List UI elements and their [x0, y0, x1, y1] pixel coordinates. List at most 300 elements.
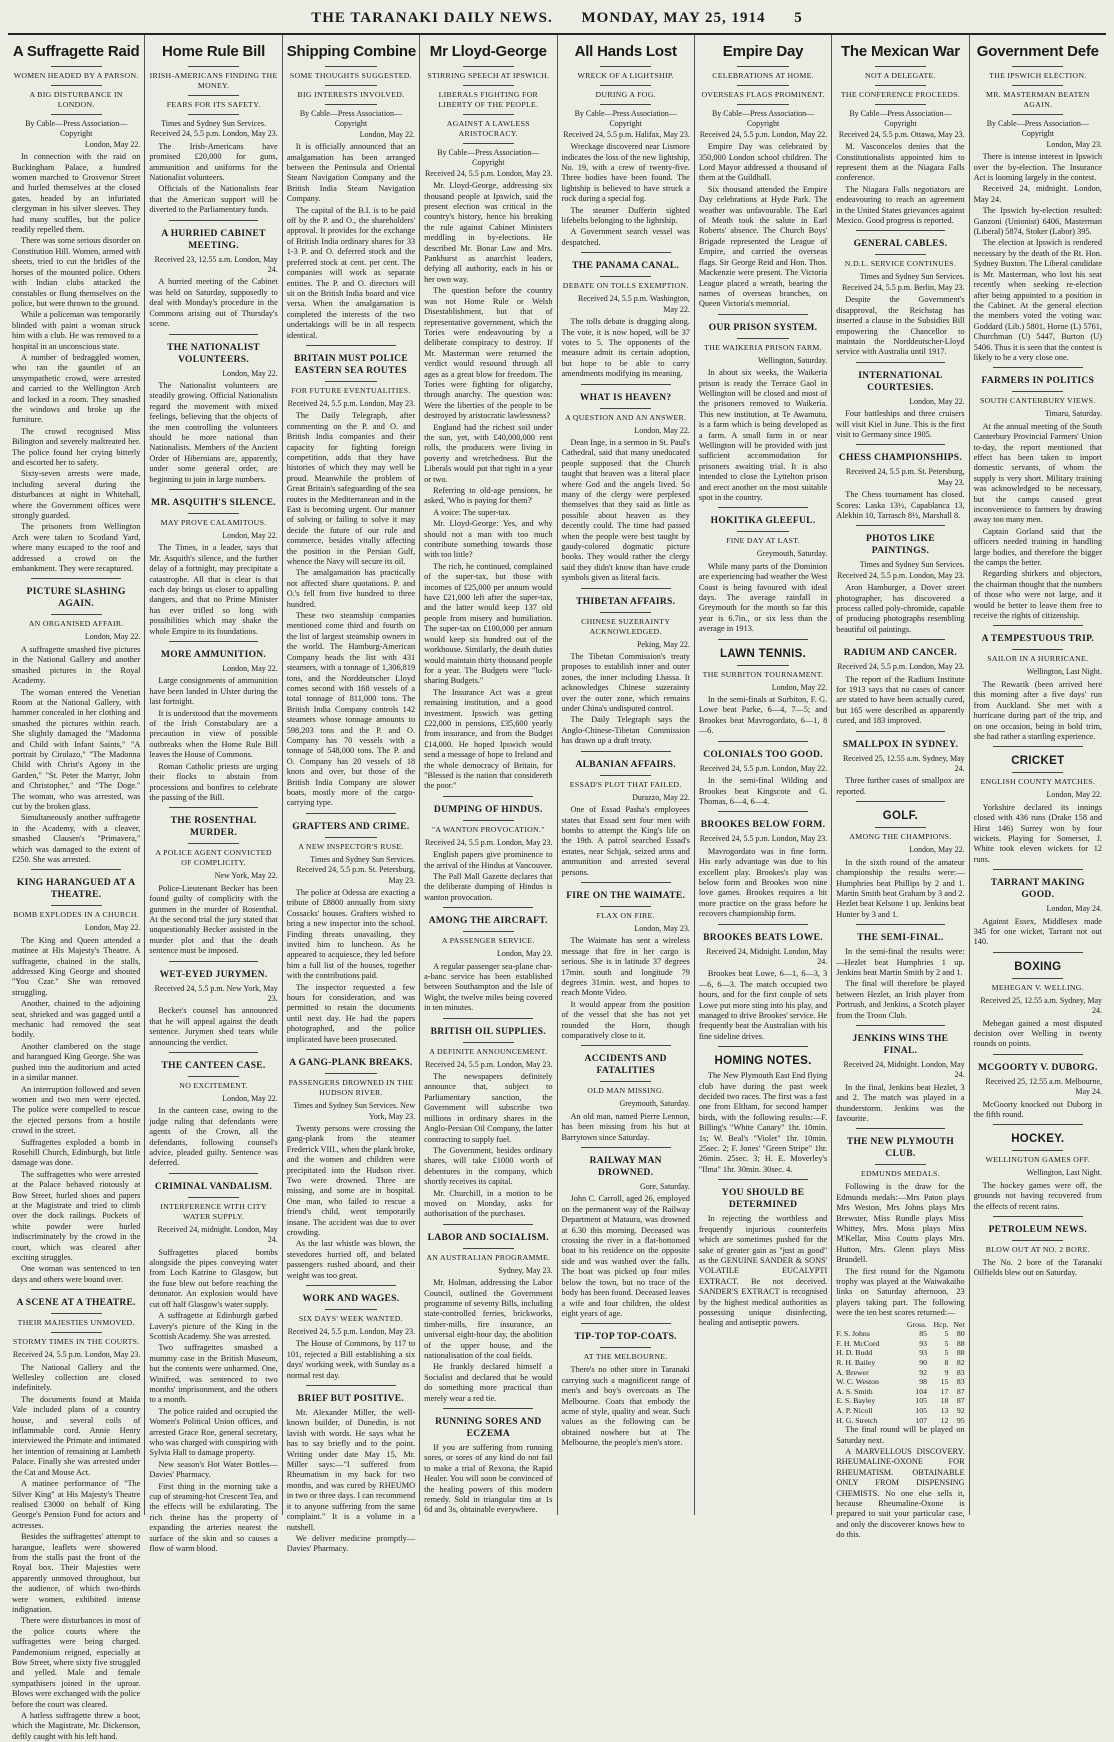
sub-headline: THE WAIKERIA PRISON FARM. [704, 342, 822, 352]
divider [188, 513, 239, 514]
table-cell: 93 [919, 1338, 927, 1348]
section-headline: ALBANIAN AFFAIRS. [575, 759, 676, 770]
dateline: London, May 24. [1046, 904, 1102, 914]
table-cell: 107 [915, 1415, 927, 1425]
paragraph: Another, chained to the adjoining seat, shrieked and was gagged until a mechanic had removed the seat bodily. [12, 999, 141, 1040]
column-headline: The Mexican War [840, 43, 960, 60]
sub-headline: "A WANTON PROVOCATION." [431, 824, 545, 834]
paragraph: Roman Catholic priests are urging their flocks to abstain from processions and bonfires to celebrate the passing of the Bill. [149, 761, 278, 802]
sub-headline: INTERFERENCE WITH CITY WATER SUPPLY. [160, 1201, 267, 1221]
paragraph: A regular passenger sea-plane char-a-banc service has been established between Southampton and the Isle of Wight, the twelve miles being covered in ten minutes. [424, 961, 553, 1013]
dateline: Received 25, 12.55 a.m. Sydney, May 24. [842, 753, 965, 774]
sub-headline: BOMB EXPLODES IN A CHURCH. [13, 910, 140, 920]
section-headline: RAILWAY MAN DROWNED. [589, 1156, 662, 1179]
divider [169, 961, 259, 962]
masthead [8, 6, 1106, 35]
section-headline: YOU SHOULD BE DETERMINED [721, 1188, 805, 1211]
table-row [836, 1368, 964, 1378]
divider [600, 612, 651, 613]
table-cell: F. S. Johns [836, 1329, 870, 1339]
paragraph: Mavrogordato was in fine form. His early advantage was due to his excellent play. Brookes's play was below form and Brookes won nine love games. Brookes requires a bit more practice on the grass before he recovers championship form. [698, 846, 828, 919]
divider [993, 1054, 1083, 1055]
sub-headline: A NEW INSPECTOR'S RUSE. [298, 841, 404, 851]
masthead-date: MONDAY, MAY 25, 1914 [581, 10, 766, 26]
paragraph: In the semi-final the results were:—Hezlet beat Humphries 1 up. Jenkins beat Martin Smith by 2 and 1. [836, 947, 965, 977]
paragraph: A matinee performance of "The Silver King" at His Majesty's Theatre realised £3000 on behalf of King George's Pension Fund for actors and actresses. [12, 1479, 141, 1530]
paragraph: The Daily Telegraph says the Anglo-Chinese-Tibetan Commission has drawn up a draft treaty. [561, 715, 690, 746]
paragraph: A suffragette at Edinburgh garbed Lavery's picture of the King in the Scottish Academy. She was arrested. [149, 1311, 278, 1341]
column-1 [8, 35, 145, 1741]
divider [600, 1347, 651, 1348]
section-headline: KING HARANGUED AT A THEATRE. [16, 878, 136, 901]
divider [188, 1076, 239, 1077]
column-6 [695, 35, 832, 1515]
paragraph: The New Plymouth East End flying club have during the past week decided two races. The first was a fast one from Eltham, for second hamper birds, with the following results:—F. Billing's "White Canary" 1hr. 10min. 1s; W. Beal's "Violet" 1hr. 10min. 25sec. 2; F. Jones' "Green Stripe" 1hr. 26min. 25sec. 3; H. E. Moverley's "Ilma" 1hr. 30min. 30sec. 4. [698, 1071, 828, 1174]
section-headline: HOKITIKA GLEEFUL. [710, 516, 816, 527]
paragraph: Against Essex, Middlesex made 345 for one wicket, Tarrant not out 140. [973, 916, 1102, 947]
dateline: Received 24, Midnight. London, May 24. [706, 946, 828, 966]
divider [581, 1147, 671, 1148]
dateline: Received 24, 5.5 p.m. London, May 23. [12, 1350, 141, 1360]
dateline: Received 24, 5.5 p.m. Halifax, May 23. [563, 129, 690, 139]
table-cell: A. Brewer [836, 1367, 869, 1377]
column-headline: Mr Lloyd-George [429, 43, 547, 60]
divider [581, 588, 671, 589]
dateline: Times and Sydney Sun Services. New York, May 23. [293, 1101, 416, 1121]
divider [581, 1045, 671, 1046]
dateline: London, May 22. [909, 845, 965, 855]
divider [306, 1385, 396, 1386]
table-row [836, 1387, 964, 1397]
divider [169, 1173, 259, 1174]
divider [51, 614, 102, 615]
section-headline: CHESS CHAMPIONSHIPS. [838, 453, 963, 464]
divider [325, 381, 376, 382]
paragraph: The rich, he continued, complained of the super-tax, but those with incomes of £25,000 per annum would have £21,000 left after the super-tax, and the latter would keep 137 old people from misery and humiliation. The super-tax on £100,000 per annum would keep six hundred out of the workhouse. Similarly, the death duties would maintain thirty thousand people for a year. The Budgets were "luck-sharing Budgets." [424, 561, 553, 686]
paragraph: Mehegan gained a most disputed decision over Welling in twenty rounds on points. [973, 1018, 1102, 1049]
table-cell: 90 [919, 1358, 927, 1368]
dateline: Received 24, 5.5 p.m. London, May 23. [699, 834, 828, 844]
divider [600, 408, 651, 409]
section-headline: A SCENE AT A THEATRE. [16, 1298, 136, 1309]
paragraph: In the semi-final Wilding and Brookes beat Kingscote and G. Thomas, 6—4, 6—4. [698, 776, 828, 806]
section-headline: GENERAL CABLES. [853, 239, 948, 250]
table-cell: 98 [919, 1377, 927, 1387]
column-headline: Shipping Combine [286, 43, 417, 60]
divider [875, 254, 926, 255]
paragraph: First thing in the morning take a cup of steaming-hot Crescent Tea, and the effects will be exhilarating. The rich theine has the property of expanding the arteries nearest the surface of the skin and so causes a flow of warm blood. [149, 1481, 278, 1554]
divider [188, 1197, 239, 1198]
section-headline: PICTURE SLASHING AGAIN. [26, 587, 126, 610]
divider [443, 907, 533, 908]
paragraph: At the annual meeting of the South Canterbury Provincial Farmers' Union to-day, the report mentioned that effect has been taken to import domestic servants, of whom the supply is very short. Military training was acknowledged to be necessary, but the camps caused great inconvenience to farmers by drawing away too many men. [973, 421, 1102, 525]
section-headline: WET-EYED JURYMEN. [159, 969, 268, 980]
paragraph: Suffragettes placed bombs alongside the pipes conveying water from Loch Katrine to Glasgow, but the fuse blew out before reaching the detonator. An explosion would have cut off half Glasgow's water supply. [149, 1247, 278, 1309]
dateline: Times and Sydney Sun Services. Received 24, 5.5 p.m. St. Petersburg, May 23. [296, 854, 416, 885]
paragraph: Mr. Alexander Miller, the well-known builder, of Dunedin, is not lavish with words. He says what he has to say briefly and to the point. Writing under date May 15, Mr. Miller says:—"I suffered from Rheumatism in my back for two months, and was cured by RHEUMO in two or three days. I can recommend it to anyone suffering from the same complaint." It is a volume in a nutshell. [286, 1408, 416, 1532]
divider [600, 906, 651, 907]
byline: By Cable—Press Association—Copyright [574, 109, 677, 129]
divider [993, 746, 1083, 747]
section-headline: LAWN TENNIS. [720, 647, 807, 660]
table-cell: 87 [956, 1386, 965, 1396]
divider [306, 1049, 396, 1050]
divider [31, 869, 121, 870]
paragraph: The hockey games were off, the grounds not having recovered from the effects of recent rains. [973, 1180, 1102, 1211]
divider [325, 104, 376, 105]
divider [169, 489, 259, 490]
divider [581, 384, 671, 385]
paragraph: The crowd recognised Miss Bilington and severely maltreated her. The police found her crying bitterly and escorted her to safety. [12, 426, 141, 467]
dateline: Greymouth, Saturday. [756, 549, 828, 559]
divider [169, 220, 259, 221]
dateline: London, May 22. [84, 632, 141, 642]
divider [581, 252, 671, 253]
paragraph: A voice: The super-tax. [433, 507, 511, 517]
paragraph: The Rewarik (been arrived here this morning after a five days' run from Auckland. She met with a hurricane during part of the trip, and on one occasion, being in bold trim, she had rather a startling experience. [973, 679, 1102, 741]
column-headline: Government Defe [976, 43, 1099, 60]
divider [188, 95, 239, 96]
paragraph: The Chess tournament has closed. Scores: Laska 13½, Capablanca 13, Alekhin 10, Tarrasch 8½, Marshall 8. [836, 490, 965, 520]
table-row [836, 1406, 964, 1416]
divider [443, 1408, 533, 1409]
table-row [836, 1329, 964, 1339]
divider [737, 531, 788, 532]
divider [463, 1248, 514, 1249]
section-headline: THE PANAMA CANAL. [572, 261, 680, 272]
paragraph: The capital of the B.I. is to be paid off by the P. and O., the shareholders' approval. It provides for the exchange of British India ordinary shares for 33 1-3 P. and O. deferred stock and the preferred stock at cent. per cent. The companies will work as separate entities. The P. and O. directors will sit on the British India board and vice versa. When the amalgamation is completed the interests of the two undertakings will be in all respects identical. [286, 205, 416, 340]
paragraph: In the sixth round of the amateur championship the results were:—Humphries beat Phillips by 2 and 1. Martin Smith beat Graham by 3 and 2. Hezlet beat Kelsone 1 up. Jenkins beat Hunter by 3 and 1. [836, 857, 965, 919]
dateline: Times and Sydney Sun Services. Received 24, 5.5 p.m. Berlin, May 23. [841, 272, 965, 292]
dateline: Received 24, Midnight. London, May 24. [843, 1059, 965, 1080]
paragraph: There is intense interest in Ipswich over the by-election. The Insurance Act is looming largely in the contest. [973, 152, 1102, 183]
paragraph: Following is the draw for the Edmunds medals:—Mrs Paton plays Mrs Weston, Mrs Johns plays Mrs Brewster, Miss Rundle plays Miss Whittey, Mrs. Moss plays Miss M'Kellar, Miss Coutts plays Mrs. Hutton, Mrs. Glenn plays Miss Brundell. [836, 1182, 965, 1265]
table-cell: 17 [940, 1386, 949, 1396]
table-cell: 9 [944, 1367, 949, 1377]
column-3 [283, 35, 420, 1554]
table-cell: H. D. Budd [836, 1348, 873, 1358]
column-2 [145, 35, 282, 1554]
dateline: Peking, May 22. [636, 639, 690, 649]
sub-headline: FLAX ON FIRE. [596, 910, 655, 920]
divider [856, 1025, 946, 1026]
paragraph: New season's Hot Water Bottles—Davies' Pharmacy. [149, 1459, 278, 1480]
masthead-title: THE TARANAKI DAILY NEWS. [311, 10, 553, 26]
paragraph: In rejecting the worthless and frequently injurious counterfeits which are sometimes pushed for the sake of greater gain as "just as good" as the GENUINE SANDER & SONS' VOLATILE EUCALYPTI EXTRACT. Be not deceived. SANDER'S EXTRACT is recognised by the highest medical authorities as possessing unique disinfecting, healing and antiseptic powers. [698, 1214, 828, 1328]
paragraph: The police at Odessa are exacting a tribute of £8800 annually from sixty Cossacks' houses. Grafters wished to bring a new inspector into the school. Finding threats unavailing, they invited him to luncheon. As he appeared to acquiesce, they led before him a full list of the houses, together with the contributions paid. [286, 888, 416, 981]
dateline: Received 24, 5.5 p.m. Washington, May 22. [578, 294, 690, 314]
divider [856, 731, 946, 732]
table-row [836, 1396, 964, 1406]
divider [581, 1323, 671, 1324]
dateline: Sydney, May 23. [498, 1265, 553, 1275]
divider [306, 1285, 396, 1286]
byline: By Cable—Press Association—Copyright [849, 109, 952, 129]
section-headline: GRAFTERS AND CRIME. [292, 821, 410, 832]
sub-headline: FEARS FOR ITS SAFETY. [166, 100, 261, 109]
divider [875, 827, 926, 828]
column-headline: All Hands Lost [574, 43, 677, 60]
dateline: London, May 22. [771, 682, 828, 692]
paragraph: The amalgamation has practically not affected share quotations. P. and O.'s fell from five hundred to three hundred. [286, 568, 416, 609]
table-cell: 83 [956, 1377, 965, 1387]
dateline: London, May 23. [1046, 139, 1102, 149]
sub-headline: WELLINGTON GAMES OFF. [985, 1155, 1091, 1165]
sub-headline: AGAINST A LAWLESS ARISTOCRACY. [446, 119, 530, 138]
divider [1012, 85, 1063, 86]
table-cell: 13 [940, 1406, 949, 1416]
sub-headline: BIG INTERESTS INVOLVED. [297, 90, 405, 99]
paragraph: Large consignments of ammunition have been landed in Ulster during the last fortnight. [149, 676, 278, 707]
table-cell: 105 [915, 1406, 927, 1416]
paragraph: The National Gallery and the Wellesley collection are closed indefinitely. [12, 1362, 141, 1393]
paragraph: M. Vasconcelos denies that the Constitutionalists appointed him to represent them at the Niagara Falls conference. [836, 142, 965, 183]
table-row [836, 1358, 964, 1368]
column-headline: Home Rule Bill [162, 43, 266, 60]
divider [51, 905, 102, 906]
paragraph: While a policeman was temporarily blinded with paint a woman struck him with a club. He was removed to a hospital in an unconscious state. [12, 310, 141, 351]
dateline: London, May 22. [222, 664, 278, 674]
paragraph: A hatless suffragette threw a boot, which the Magistrate, Mr. Dickenson, deftly caught with his left hand. [12, 1711, 141, 1741]
divider [51, 1332, 102, 1333]
section-headline: GOLF. [882, 810, 919, 823]
divider [600, 85, 651, 86]
sub-headline: ENGLISH COUNTY MATCHES. [980, 777, 1096, 787]
table-cell: 8 [944, 1358, 949, 1368]
sub-headline: AN AUSTRALIAN PROGRAMME. [426, 1252, 551, 1262]
paragraph: We deliver medicine promptly—Davies' Pharmacy. [286, 1533, 416, 1554]
paragraph: In the final, Jenkins beat Hezlet, 3 and 2. The match was played in a thunderstorm. Jenkins was the favourite. [836, 1082, 965, 1123]
sub-headline: NO EXCITEMENT. [179, 1081, 248, 1090]
dateline: Wellington, Last Night. [1026, 667, 1102, 677]
divider [875, 85, 926, 86]
dateline: London, May 22. [359, 129, 416, 139]
table-cell: 92 [919, 1367, 927, 1377]
paragraph: Besides the suffragettes' attempt to harangue, leaflets were showered from the stalls past the front of the Royal box. Their Majesties were apparently unmoved throughout, but the audience, of which two-thirds were women, exhibited intense indignation. [12, 1532, 141, 1614]
paragraph: England had the richest soil under the sun, yet, with £40,000,000 rent rolls, the producers were living in poverty and wretchedness. But the Liberals would put that right in a year or two. [424, 422, 553, 484]
dateline: Wellington, Saturday. [757, 355, 828, 365]
divider [600, 1081, 651, 1082]
paragraph: A suffragette smashed five pictures in the National Gallery and another smashed pictures in the Royal Academy. [12, 644, 141, 686]
divider [856, 362, 946, 363]
paragraph: Mr. Holman, addressing the Labor Council, outlined the Government programme of seventy Bills, including state-controlled ferries, brickworks, timber-mills, fire insurance, an universal eight-hour day, the abolition of the upper house, and the nationalisation of the coal fields. [424, 1278, 553, 1360]
sub-headline: THE IPSWICH ELECTION. [989, 71, 1087, 80]
byline: By Cable—Press Association—Copyright [299, 109, 403, 129]
column-headline: Empire Day [722, 43, 804, 60]
divider [443, 1224, 533, 1225]
table-cell: 95 [956, 1415, 965, 1425]
dateline: Received 25, 12.55 a.m. Melbourne, May 24. [985, 1076, 1102, 1097]
divider [600, 66, 651, 67]
divider [1012, 114, 1063, 115]
divider [737, 338, 788, 339]
table-cell: 5 [944, 1338, 949, 1348]
paragraph: McGoorty knocked out Duborg in the fifth round. [973, 1099, 1102, 1120]
paragraph: The steamer Dufferin sighted lifebelts belonging to the lightship. [561, 205, 690, 226]
divider [737, 665, 788, 666]
section-headline: MCGOORTY V. DUBORG. [977, 1062, 1098, 1073]
divider [51, 66, 102, 67]
paragraph: Sixty-seven arrests were made, including several during the disturbances at night in Whitehall, where the Government offices were strongly guarded. [12, 469, 141, 521]
table-cell: 104 [915, 1386, 927, 1396]
paragraph: Empire Day was celebrated by 350,000 London school children. The Lord Mayor addressed a thousand of them at the Guildhall. [698, 142, 828, 183]
paragraph: In the canteen case, owing to the judge ruling that defendants were agents of the Crown, all the defendants, following counsel's advice, pleaded guilty. Sentence was deferred. [149, 1106, 278, 1168]
section-headline: THE NEW PLYMOUTH CLUB. [846, 1137, 955, 1160]
paragraph: Officials of the Nationalists fear that the American support will be diverted to the Parliamentary funds. [149, 184, 278, 215]
paragraph: The King and Queen attended a matinee at His Majesty's Theatre. A suffragette, chained in the stalls, addressed King George and shouted "You Czar." She was removed struggling. [12, 935, 141, 997]
paragraph: In about six weeks, the Waikeria prison is ready the Terrace Gaol in Wellington will be closed and most of the prisoners removed to Waikeria. This new institution, at Te Awamutu, is a farm which is being developed as a farm. A small farm in or near Wellington will be provided with just sufficient accommodation for prisoners awaiting trial. It is also intended to close the Lyttelton prison and erect another on the most suitable spot in the country. [698, 368, 828, 502]
table-row [836, 1348, 964, 1358]
paragraph: The final round will be played on Saturday next. [836, 1425, 965, 1445]
sub-headline: DEBATE ON TOLLS EXEMPTION. [562, 281, 689, 291]
section-headline: RADIUM AND CANCER. [843, 648, 958, 659]
column-5 [558, 35, 695, 1515]
dateline: Received 24, 5.5 p.m. Ottawa, May 23. [838, 129, 965, 139]
paragraph: The first round for the Ngamotu trophy was played at the Waiwakaiho links on Saturday afternoon, 23 players taking part. The following were the ten best scores returned:— [836, 1266, 965, 1318]
sub-headline: WRECK OF A LIGHTSHIP. [577, 71, 674, 80]
sub-headline: CELEBRATIONS AT HOME. [712, 71, 814, 80]
dateline: Received 24, 5.5 p.m. London, May 23. [424, 837, 553, 847]
column-7 [832, 35, 969, 1540]
sub-headline: BLOW OUT AT NO. 2 BORE. [985, 1245, 1090, 1255]
section-headline: FARMERS IN POLITICS [981, 376, 1095, 387]
divider [581, 751, 671, 752]
table-cell: 88 [956, 1348, 965, 1358]
paragraph: English papers give prominence to the arrival of the Hindus at Vancouver. [424, 850, 553, 870]
paragraph: The Ipswich by-election resulted: Ganzoni (Unionist) 6406, Masterman (Liberal) 5874, Stoker (Labor) 395. [973, 206, 1102, 237]
paragraph: Wreckage discovered near Lismore indicates the loss of the new lightship, No. 19, with a crew of twenty-five. Three bodies have been found. The lightship is believed to have struck a rock during a special fog. [561, 142, 690, 204]
divider [1012, 1150, 1063, 1151]
paragraph: The tolls debate is dragging along. The vote, it is now hoped, will be 37 votes to 5. The opponents of the measure admit its certain adoption, but hope to be able to carry amendments modifying its meaning. [561, 317, 690, 379]
paragraph: Brookes beat Lowe, 6—1, 6—3, 3—6, 6—3. The match occupied two hours, and for the first couple of sets Lowe put more sting into his play, and managed to drive Brookes' service. He frequently beat the Australian with his fine sideline drives. [698, 969, 828, 1041]
table-cell: A. S. Smith [836, 1386, 873, 1396]
divider [463, 114, 514, 115]
table-cell: 15 [940, 1377, 949, 1387]
dateline: Received 24, 5.5 p.m. London, May 23. [287, 398, 416, 408]
paragraph: If you are suffering from running sores, or sores of any kind do not fail to make a trial of Rexona, the Rapid Healer. You will soon be convinced of the healing powers of this modern remedy. Sold in triangular tins at 1s 6d and 3s, obtainable everywhere. [424, 1443, 553, 1515]
paragraph: The documents found at Maida Vale included plans of a country house, and several coils of inflammable cord. Annie Henry interviewed the Primate and intimated her intention of remaining at Lambeth Palace. Finally she was arrested under the Cat and Mouse Act. [12, 1394, 141, 1477]
table-cell: 87 [956, 1396, 965, 1406]
paragraph: Another clambered on the stage and harangued King George. She was pushed into the auditorium and acted in a similar manner. [12, 1041, 141, 1083]
table-row [836, 1416, 964, 1426]
divider [856, 444, 946, 445]
divider [325, 66, 376, 67]
dateline: Wellington, Last Night. [1026, 1168, 1102, 1178]
sub-headline: NOT A DELEGATE. [865, 71, 936, 80]
paragraph: Referring to old-age pensions, he asked, 'Who is paying for them?' [424, 486, 553, 506]
divider [993, 869, 1083, 870]
paragraph: The Government, besides ordinary shares, will take £1000 worth of debentures in the company, which shortly receives its capital. [424, 1145, 553, 1187]
paragraph: The final will therefore be played between Hezlet, an Irish player from Portrush, and Jenkins, a Scotch player from the Troon Club. [836, 979, 965, 1020]
paragraph: One of Essad Pasha's employees states that Essad sent four men with bombs to attempt the King's life on the 19th. A patrol searched Essad's estates, near Schjak, seized arms and ammunition and arrested several persons. [561, 805, 690, 877]
table-cell: E. S. Bayley [836, 1396, 876, 1406]
section-headline: HOCKEY. [1011, 1133, 1065, 1146]
paragraph: As the last whistle was blown, the stevedores hurried off, and belated passengers rushed aboard, and their weight was too great. [286, 1239, 416, 1280]
dateline: London, May 22. [222, 1094, 278, 1103]
paragraph: The prisoners from Wellington Arch were taken to Scotland Yard, where many escaped to the roof and addressed a crowd on the embankment. They were recaptured. [12, 522, 141, 574]
dateline: London, May 22. [84, 923, 141, 933]
divider [856, 924, 946, 925]
dateline: Times and Sydney Sun Services. Received 24, 5.5 p.m. London, May 23. [837, 560, 965, 580]
divider [463, 1042, 514, 1043]
section-headline: BOXING [1014, 960, 1062, 973]
paragraph: He frankly declared himself a Socialist and declared that he would do something more practical than merely wear a red tie. [424, 1362, 553, 1403]
sub-headline: FOR FUTURE EVENTUALITIES. [291, 385, 411, 395]
byline: By Cable—Press Association—Copyright [25, 119, 128, 139]
sub-headline: STORMY TIMES IN THE COURTS. [12, 1337, 140, 1347]
column-8 [970, 35, 1106, 1515]
dateline: Received 24, 5.5 p.m. London, May 23. [287, 1327, 416, 1336]
section-headline: JENKINS WINS THE FINAL. [852, 1033, 949, 1056]
paragraph: A MARVELLOUS DISCOVERY. RHEUMALINE-OXONE FOR RHEUMATISM. OBTAINABLE ONLY FROM DISPENSING CHEMISTS. No one else sells it, because Rheumaline-Oxone is prepared to suit your particular case, and only the discoverer knows how to do this. [836, 1447, 965, 1540]
table-cell: A. P. Nicoll [836, 1406, 873, 1416]
paragraph: The Waimate has sent a wireless message that fire in her cargo is serious. She is in latitude 37 degrees 17min. south and longitude 79 degrees 31min. west, and hopes to reach Monte Video. [561, 936, 690, 998]
section-headline: SMALLPOX IN SYDNEY. [842, 739, 959, 750]
divider [463, 820, 514, 821]
section-headline: CRIMINAL VANDALISM. [154, 1181, 273, 1192]
divider [325, 1309, 376, 1310]
paragraph: The Times, in a leader, says that Mr. Asquith's silence, and the further delay of a fortnight, may precipitate a catastrophe. All that is clear is that each day brings us closer to appalling dangers, and that no Prime Minister has ever trifled so long with possibilities which may shake the whole Empire to its foundations. [149, 543, 278, 636]
section-headline: A TEMPESTUOUS TRIP. [981, 634, 1095, 645]
section-headline: MR. ASQUITH'S SILENCE. [151, 497, 276, 508]
paragraph: These two steamship companies mentioned come third and fourth on the list of largest steamship owners in the world. The Hamburg-American Company heads the list with 431 steamers, with a tonnage of 1,306,819 tons, and the Norddeutscher Lloyd comes second with 168 vessels of a total tonnage of 811,000 tons. The British India Company controls 142 steamers whose tonnage amounts to 598,203 tons and the P. and O. Company has 70 vessels with a tonnage of 548,000 tons. The P. and O. Company has 20 vessels of 18 knots and over, but those of the British India Company are slower boats, mostly more of the cargo-carrying type. [286, 611, 416, 808]
divider [188, 114, 239, 115]
section-headline: MORE AMMUNITION. [161, 650, 267, 661]
table-cell: 83 [956, 1367, 965, 1377]
table-cell: 82 [956, 1358, 965, 1368]
paragraph: In connection with the raid on Buckingham Palace, a hundred women marched to Grosvenor Street and hurled themselves at the closed gates, headed by an infuriated clergyman in his silver sleeves. They had many scuffles, but the police readily repelled them. [12, 152, 141, 235]
divider [169, 334, 259, 335]
sub-headline: SOME THOUGHTS SUGGESTED. [289, 71, 412, 80]
section-headline: TARRANT MAKING GOOD. [990, 878, 1085, 901]
sub-headline: OLD MAN MISSING. [587, 1086, 665, 1096]
divider [993, 625, 1083, 626]
dateline: London, May 22. [222, 530, 278, 540]
paragraph: Three further cases of smallpox are reported. [836, 776, 965, 796]
table-header-cell [836, 1320, 898, 1330]
paragraph: There's no other store in Taranaki carrying such a magnificent range of men's and boy's overcoats as The Melbourne. Coats that embody the acme of style, quality and wear. Such values as the following can be obtained nowhere but at The Melbourne, the people's men's store. [561, 1365, 690, 1448]
paragraph: Police-Lieutenant Becker has been found guilty of complicity with the gunmen in the murder of Rosenthal. At the second trial the jury stated that unquestionably Becker assisted in the murder plot and that the death sentence must be imposed. [149, 883, 278, 956]
sub-headline: MR. MASTERMAN BEATEN AGAIN. [985, 90, 1090, 109]
section-headline: TIP-TOP TOP-COATS. [574, 1332, 677, 1343]
paragraph: The report of the Radium Institute for 1913 says that no cases of cancer are stated to have been actually cured, but 165 were described as apparently cured, and 183 improved. [836, 674, 965, 726]
section-headline: BROOKES BEATS LOWE. [703, 932, 823, 943]
divider [718, 1046, 808, 1047]
sub-headline: SIX DAYS' WEEK WANTED. [298, 1314, 403, 1323]
section-headline: BRITISH OIL SUPPLIES. [430, 1026, 546, 1037]
sub-headline: STIRRING SPEECH AT IPSWICH. [427, 71, 550, 80]
paragraph: The Irish-Americans have promised £20,000 for guns, ammunition and uniforms for the Nationalist volunteers. [149, 141, 278, 183]
sub-headline: SOUTH CANTERBURY VIEWS. [980, 396, 1096, 406]
column-headline: A Suffragette Raid [12, 43, 140, 60]
dateline: London, May 23. [496, 949, 553, 959]
divider [600, 276, 651, 277]
paragraph: The inspector requested a few hours for consideration, and was permitted to retain the documents until next day. He had the papers photographed, and the police implicated have been prosecuted. [286, 982, 416, 1044]
sub-headline: MAY PROVE CALAMITOUS. [160, 517, 267, 527]
dateline: London, May 22. [1046, 790, 1102, 800]
paragraph: Regarding shirkers and objectors, the chairman thought that the numbers of those who were not large, and it would be better to leave them free to receive the rights of citizenship. [973, 569, 1102, 621]
sub-headline: A DEFINITE ANNOUNCEMENT. [429, 1046, 548, 1056]
paragraph: One woman was sentenced to ten days and others were bound over. [12, 1264, 141, 1284]
divider [718, 314, 808, 315]
sub-headline: OVERSEAS FLAGS PROMINENT. [701, 90, 825, 99]
paragraph: Dean Inge, in a sermon in St. Paul's Cathedral, said that many uneducated people supposed that the Church taught that heaven was a literal place where God and the angels lived. So many of the clergy were perplexed themselves that they said as little as possible about heaven as they decently could. The time had passed when the people were best taught by gaudy-colored dogmatic picture books. They would rather the clergy said they didn't know than have crude symbols given as literal facts. [561, 437, 690, 583]
section-headline: PETROLEUM NEWS. [988, 1225, 1088, 1236]
divider [993, 1124, 1083, 1125]
dateline: Received 23, 12.55 a.m. London, May 24. [154, 254, 278, 275]
paragraph: Suffragettes exploded a bomb in Rosehill Church, Edinburgh, but little damage was done. [12, 1137, 141, 1168]
paragraph: The No. 2 bore of the Taranaki Oilfields blew out on Saturday. [973, 1258, 1102, 1278]
